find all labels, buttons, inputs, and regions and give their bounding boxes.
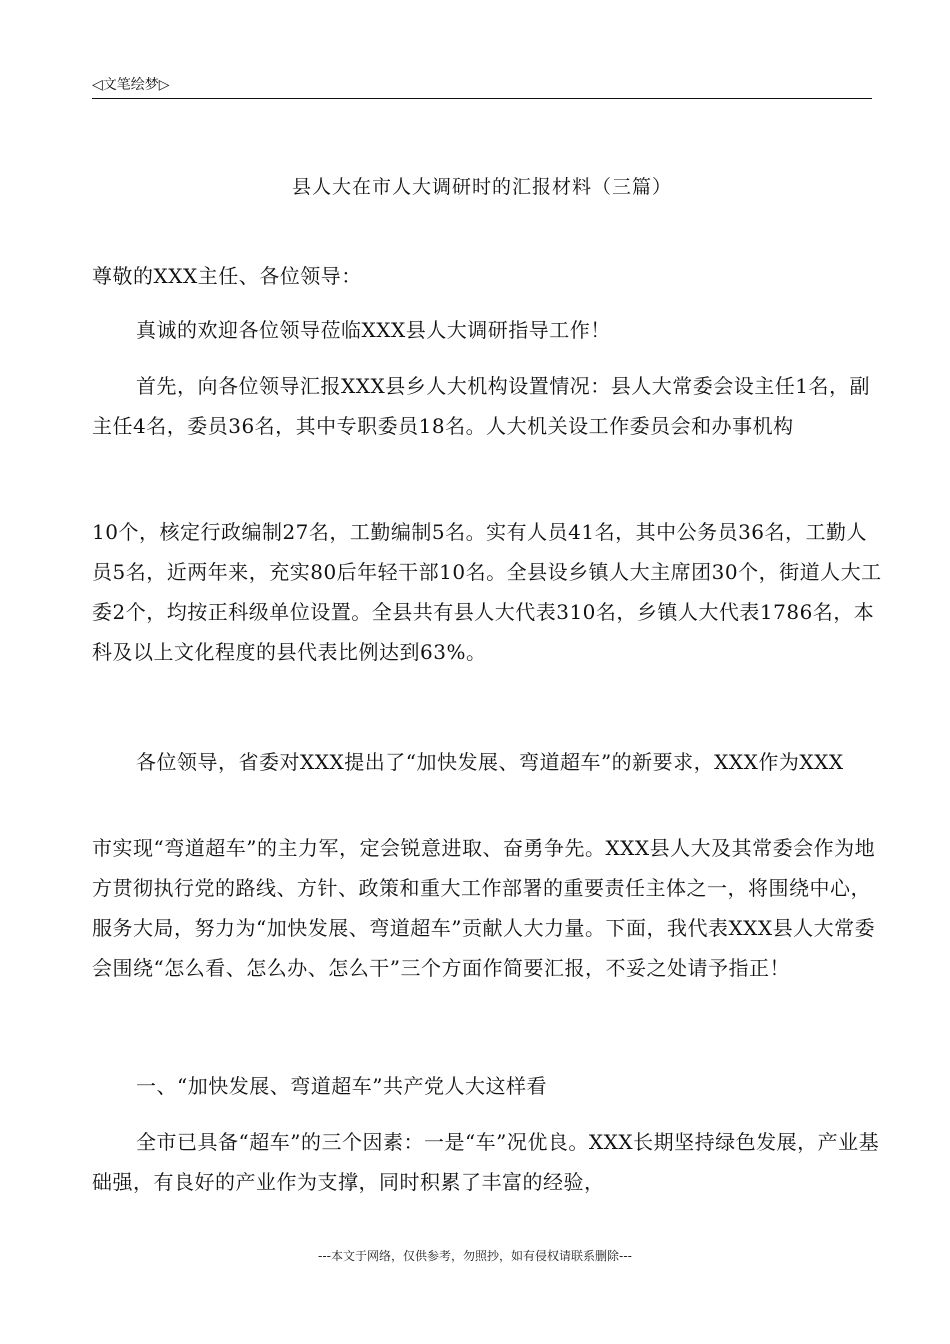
paragraph-main-force: 市实现“弯道超车”的主力军，定会锐意进取、奋勇争先。XXX县人大及其常委会作为地方贯彻执行党的路线、方针、政策和重大工作部署的重要责任主体之一，将围绕中心，服务大局，努力为“加快发展、弯道超车”贡献人大力量。下面，我代表XXX县人大常委会围绕“怎么看、怎么办、怎么干”三个方面作简要汇报，不妥之处请予指正！ [92, 836, 876, 980]
footer-disclaimer: ---本文于网络，仅供参考，勿照抄，如有侵权请联系删除--- [318, 1249, 632, 1263]
paragraph-organization: 首先，向各位领导汇报XXX县乡人大机构设置情况：县人大常委会设主任1名，副主任4名，委员36名，其中专职委员18名。人大机关设工作委员会和办事机构 [92, 374, 870, 438]
document-title: 县人大在市人大调研时的汇报材料（三篇） [291, 176, 672, 198]
salutation: 尊敬的XXX主任、各位领导： [92, 264, 362, 288]
section-heading-one: 一、“加快发展、弯道超车”共产党人大这样看 [136, 1074, 547, 1098]
paragraph-three-factors: 全市已具备“超车”的三个因素：一是“车”况优良。XXX长期坚持绿色发展，产业基础强，有良好的产业作为支撑，同时积累了丰富的经验， [92, 1130, 880, 1194]
page-header [92, 72, 872, 99]
header-label: ◁文笔绘梦▷ [92, 77, 170, 93]
paragraph-welcome: 真诚的欢迎各位领导莅临XXX县人大调研指导工作！ [136, 318, 611, 342]
paragraph-requirements: 各位领导，省委对XXX提出了“加快发展、弯道超车”的新要求，XXX作为XXX [136, 750, 844, 774]
paragraph-staffing: 10个，核定行政编制27名，工勤编制5名。实有人员41名，其中公务员36名，工勤人员5名，近两年来，充实80后年轻干部10名。全县设乡镇人大主席团30个，街道人大工委2个，均按正科级单位设置。全县共有县人大代表310名，乡镇人大代表1786名，本科及以上文化程度的县代表比例达到63%。 [92, 520, 882, 664]
